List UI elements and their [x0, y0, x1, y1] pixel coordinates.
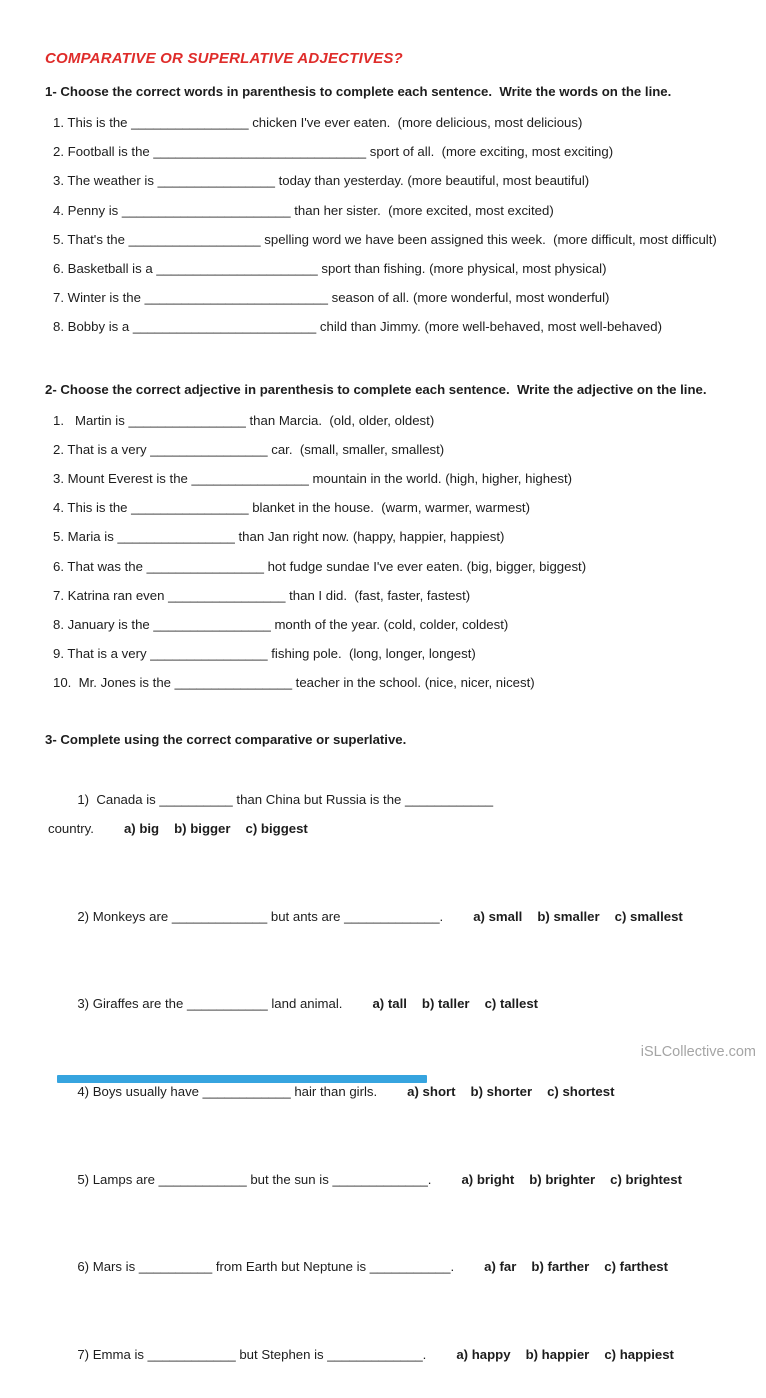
- option-a: a) short: [407, 1083, 456, 1099]
- option-c: c) smallest: [614, 908, 683, 924]
- player-progress-bar: [57, 1075, 427, 1083]
- option-a: a) tall: [372, 996, 407, 1012]
- option-c: c) shortest: [547, 1083, 615, 1099]
- option-c: c) happiest: [604, 1346, 674, 1362]
- option-b: b) brighter: [529, 1171, 596, 1187]
- exercise-line: [45, 1135, 748, 1223]
- sentence-text: 3) Giraffes are the ___________ land animal.: [77, 996, 343, 1012]
- exercise-line: 8. January is the ________________ month of the year. (cold, colder, coldest): [53, 617, 509, 633]
- option-a: a) far: [484, 1259, 517, 1275]
- exercise-line: 8. Bobby is a _________________________ child than Jimmy. (more well-behaved, most well-behaved): [53, 319, 662, 335]
- exercise-line: 7. Katrina ran even ________________ than I did. (fast, faster, fastest): [53, 587, 471, 603]
- section-2-heading: 2- Choose the correct adjective in parenthesis to complete each sentence. Write the adjective on the line.: [45, 381, 707, 397]
- exercise-line: 3. Mount Everest is the ________________ mountain in the world. (high, higher, highest): [53, 471, 573, 487]
- option-c: c) biggest: [245, 821, 308, 837]
- exercise-line: 9. That is a very ________________ fishing pole. (long, longer, longest): [53, 646, 476, 662]
- section-1-heading: 1- Choose the correct words in parenthesis to complete each sentence. Write the words on the line.: [45, 84, 672, 99]
- option-c: c) farthest: [604, 1259, 669, 1275]
- exercise-line: 4. Penny is _______________________ than her sister. (more excited, most excited): [53, 202, 554, 218]
- exercise-line: 3. The weather is ________________ today than yesterday. (more beautiful, most beautiful): [53, 173, 590, 189]
- exercise-line: 5. That's the __________________ spelling word we have been assigned this week. (more difficult, most difficult): [53, 231, 717, 247]
- exercise-line: 5. Maria is ________________ than Jan right now. (happy, happier, happiest): [53, 529, 505, 545]
- islcollective-watermark: iSLCollective.com: [640, 1044, 756, 1060]
- option-b: b) bigger: [174, 821, 231, 837]
- option-b: b) taller: [421, 996, 470, 1012]
- option-a: a) big: [123, 821, 160, 837]
- option-a: a) small: [473, 908, 523, 924]
- option-b: b) farther: [531, 1259, 590, 1275]
- exercise-line: [45, 1223, 748, 1311]
- exercise-line: 7. Winter is the _________________________ season of all. (more wonderful, most wonderful): [53, 290, 610, 306]
- option-a: a) happy: [456, 1346, 511, 1362]
- sentence-text: 6) Mars is __________ from Earth but Neptune is ___________.: [77, 1259, 455, 1275]
- sentence-text: 5) Lamps are ____________ but the sun is _____________.: [77, 1171, 432, 1187]
- exercise-line: 6. Basketball is a ______________________ sport than fishing. (more physical, most physical): [53, 261, 607, 277]
- option-a: a) bright: [461, 1171, 515, 1187]
- section-3-heading: 3- Complete using the correct comparative or superlative.: [45, 731, 407, 747]
- sentence-text: 4) Boys usually have ____________ hair than girls.: [77, 1083, 378, 1099]
- exercise-line: 1. This is the ________________ chicken I've ever eaten. (more delicious, most delicious): [53, 115, 583, 130]
- option-c: c) tallest: [484, 996, 539, 1012]
- exercise-line: [45, 960, 748, 1048]
- section-2: [45, 381, 748, 698]
- exercise-line: 4. This is the ________________ blanket in the house. (warm, warmer, warmest): [53, 500, 530, 516]
- exercise-line: 10. Mr. Jones is the ________________ teacher in the school. (nice, nicer, nicest): [53, 675, 535, 691]
- exercise-line: 2. That is a very ________________ car. (small, smaller, smallest): [53, 441, 445, 457]
- option-c: c) brightest: [610, 1171, 682, 1187]
- option-b: b) smaller: [537, 908, 600, 924]
- section-1: [45, 83, 748, 342]
- exercise-line: [45, 872, 748, 960]
- exercise-line: [45, 1048, 748, 1136]
- sentence-text: 7) Emma is ____________ but Stephen is _____________.: [77, 1346, 427, 1362]
- sentence-text: 2) Monkeys are _____________ but ants are _____________.: [77, 908, 444, 924]
- exercise-line: [45, 1311, 748, 1398]
- exercise-line: 1. Martin is ________________ than Marcia. (old, older, oldest): [53, 412, 435, 428]
- worksheet-title: COMPARATIVE OR SUPERLATIVE ADJECTIVES?: [45, 50, 403, 67]
- option-b: b) happier: [525, 1346, 590, 1362]
- exercise-line: 6. That was the ________________ hot fudge sundae I've ever eaten. (big, bigger, biggest): [53, 558, 587, 574]
- exercise-line: [45, 756, 748, 873]
- sentence-text: 1) Canada is __________ than China but Russia is the ____________ country.: [48, 791, 497, 837]
- exercise-line: 2. Football is the _____________________________ sport of all. (more exciting, most exciting): [53, 144, 614, 160]
- option-b: b) shorter: [470, 1083, 533, 1099]
- section-3: [45, 731, 748, 1398]
